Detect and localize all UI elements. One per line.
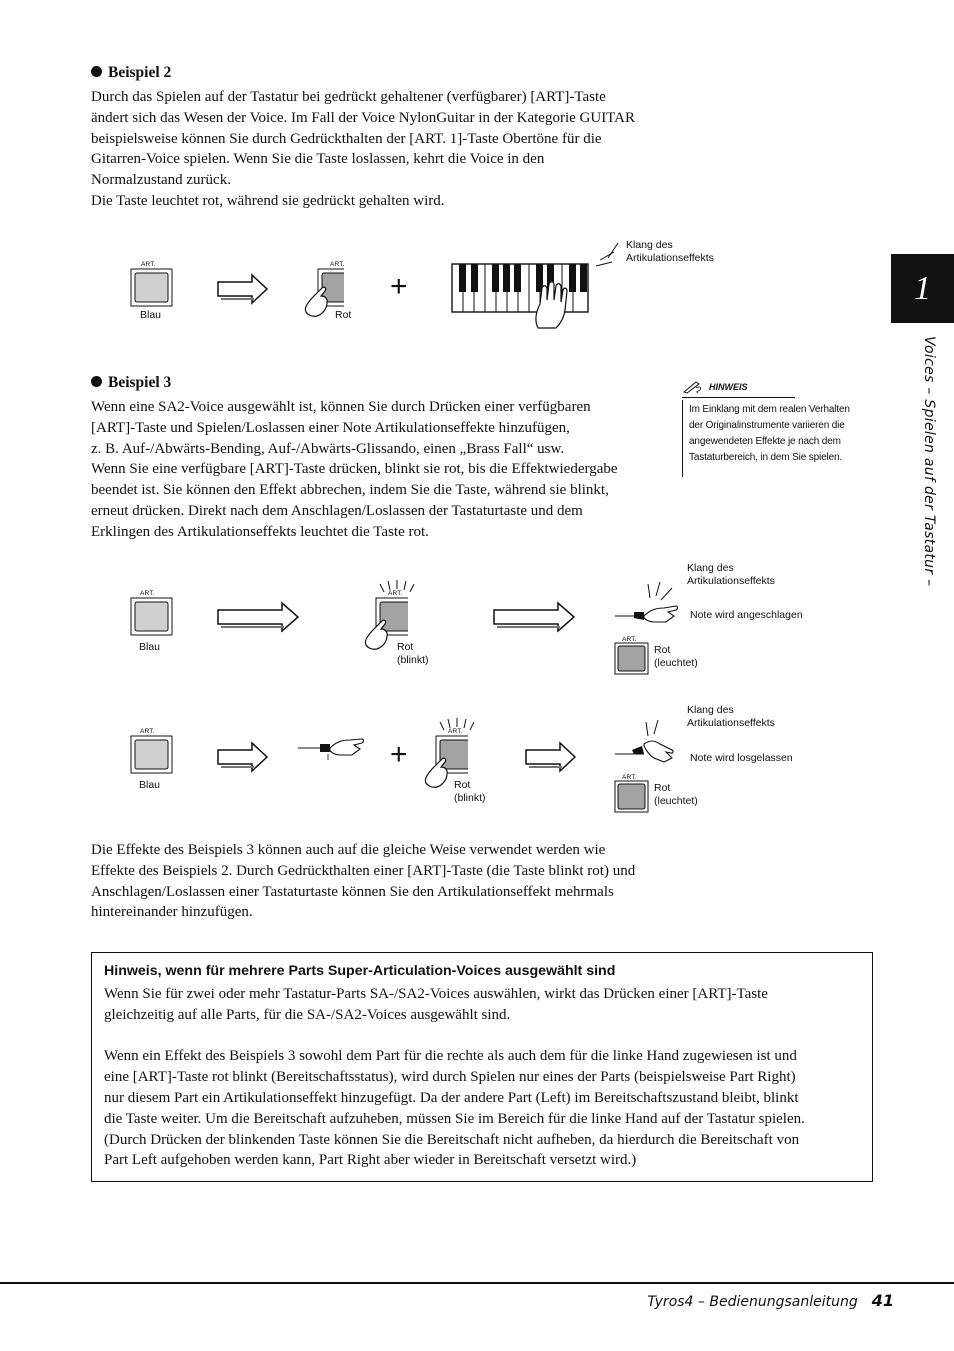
sound-effect-icon <box>590 238 622 272</box>
arrow-right-icon <box>216 600 302 634</box>
hint-body: Im Einklang mit dem realen Verhalten der Originalinstrumente variieren die angewendeten Effekte je nach dem Tastaturbereich, in dem Sie spielen. <box>682 400 858 477</box>
sound-label: Klang des Artikulationseffekts <box>687 562 775 587</box>
footer-divider <box>0 1282 954 1284</box>
arrow-right-icon <box>216 740 270 774</box>
sound-label: Klang des Artikulationseffekts <box>626 239 714 264</box>
note-released-label: Note wird losgelassen <box>690 752 793 764</box>
note-struck-label: Note wird angeschlagen <box>690 609 803 621</box>
lit-label: Rot (leuchtet) <box>654 644 698 669</box>
manual-title: Tyros4 – Bedienungsanleitung <box>647 1294 858 1310</box>
example2-heading: Beispiel 2 <box>91 64 171 82</box>
arrow-right-icon <box>524 740 578 774</box>
page-footer <box>647 1291 894 1310</box>
blink-label: Rot (blinkt) <box>397 641 429 666</box>
example3-diagram-row1: ART. Blau ART. Rot (blinkt) Klang des Artikulationseffekts Note wird angeschlagen ART. Rot (leuchtet) <box>120 560 840 680</box>
chapter-number: 1 <box>914 270 931 307</box>
plus-sign: + <box>390 738 408 771</box>
arrow-right-icon <box>492 600 578 634</box>
keyboard-hand-icon <box>450 260 592 332</box>
hint-header: HINWEIS <box>682 377 795 398</box>
example3-heading: Beispiel 3 <box>91 374 171 392</box>
arrow-right-icon <box>216 272 270 306</box>
button-icon <box>614 780 650 814</box>
button-icon <box>130 735 174 775</box>
example2-diagram: ART. Blau ART. Rot + Klang des Artikulationseffekts <box>120 232 740 342</box>
page-number: 41 <box>871 1291 894 1310</box>
plus-sign: + <box>390 270 408 303</box>
info-box-body: Wenn Sie für zwei oder mehr Tastatur-Parts SA-/SA2-Voices auswählen, wirkt das Drücken einer [ART]-Taste gleichzeitig auf alle Parts, für die SA-/SA2-Voices ausgewählt sind. Wenn ein Effekt des Beispiels 3 sowohl dem Part für die rechte als auch dem für die linke Hand zugewiesen ist und eine [ART]-Taste rot blinkt (Bereitschaftsstatus), wird durch Spielen nur eines der Parts (beispielsweise Part Right) nur diesem Part ein Artikulationseffekt hinzugefügt. Da der andere Part (Left) im Bereitschaftszustand bleibt, blinkt die Taste weiter. Um die Bereitschaft aufzuheben, müssen Sie im Bereich für die linke Hand auf der Tastatur spielen. (Durch Drücken der blinkenden Taste können Sie die Bereitschaft nicht aufheben, da hierdurch die Bereitschaft von Part Left aufgehoben werden kann, Part Right aber wieder in Bereitschaft versetzt wird.) <box>104 986 805 1169</box>
sound-label: Klang des Artikulationseffekts <box>687 704 775 729</box>
multi-part-info-box <box>91 952 873 1182</box>
example2-text: Durch das Spielen auf der Tastatur bei gedrückt gehaltener (verfügbarer) [ART]-Taste ändert sich das Wesen der Voice. Im Fall der Voice NylonGuitar in der Kategorie GUITAR beispielsweise können Sie durch Gedrückthalten der [ART. 1]-Taste Obertöne für die Gitarren-Voice spielen. Wenn Sie die Taste loslassen, kehrt die Voice in den Normalzustand zurück. Die Taste leuchtet rot, während sie gedrückt gehalten wird. <box>91 89 635 209</box>
lit-label: Rot (leuchtet) <box>654 782 698 807</box>
button-icon <box>614 642 650 676</box>
key-release-icon <box>614 710 684 770</box>
chapter-title: Voices – Spielen auf der Tastatur – <box>921 336 937 587</box>
chapter-title-vertical <box>921 336 941 586</box>
pressing-finger-icon <box>298 268 344 332</box>
hint-note <box>682 377 858 477</box>
button-icon <box>130 597 174 637</box>
blink-label: Rot (blinkt) <box>454 779 486 804</box>
bullet-icon <box>91 66 102 77</box>
key-strike-icon <box>614 570 684 630</box>
info-box-title: Hinweis, wenn für mehrere Parts Super-Articulation-Voices ausgewählt sind <box>104 963 616 979</box>
after-diagram-text: Die Effekte des Beispiels 3 können auch auf die gleiche Weise verwendet werden wie Effekte des Beispiels 2. Durch Gedrückthalten einer [ART]-Taste (die Taste blinkt rot) und Anschlagen/Loslassen einer Tastaturtaste können Sie den Artikulationseffekt mehrmals hintereinander hinzufügen. <box>91 842 636 921</box>
bullet-icon <box>91 376 102 387</box>
button-icon <box>130 268 174 308</box>
example3-diagram-row2: ART. Blau + ART. Rot (blinkt) Klang des Artikulationseffekts Note wird losgelassen ART. Rot (leuchtet) <box>120 700 840 820</box>
key-hold-hand-icon <box>296 736 370 766</box>
example3-text: Wenn eine SA2-Voice ausgewählt ist, können Sie durch Drücken einer verfügbaren [ART]-Taste und Spielen/Loslassen einer Note Artikulationseffekte hinzufügen, z. B. Auf-/Abwärts-Bending, Auf-/Abwärts-Glissando, einen „Brass Fall“ usw. Wenn Sie eine verfügbare [ART]-Taste drücken, blinkt sie rot, bis die Effektwiedergabe beendet ist. Sie können den Effekt abbrechen, indem Sie die Taste, während sie blinkt, erneut drücken. Direkt nach dem Anschlagen/Loslassen der Tastaturtaste und dem Erklingen des Artikulationseffekts leuchtet die Taste rot. <box>91 399 618 540</box>
chapter-tab <box>891 254 954 323</box>
pencil-note-icon <box>682 380 704 394</box>
